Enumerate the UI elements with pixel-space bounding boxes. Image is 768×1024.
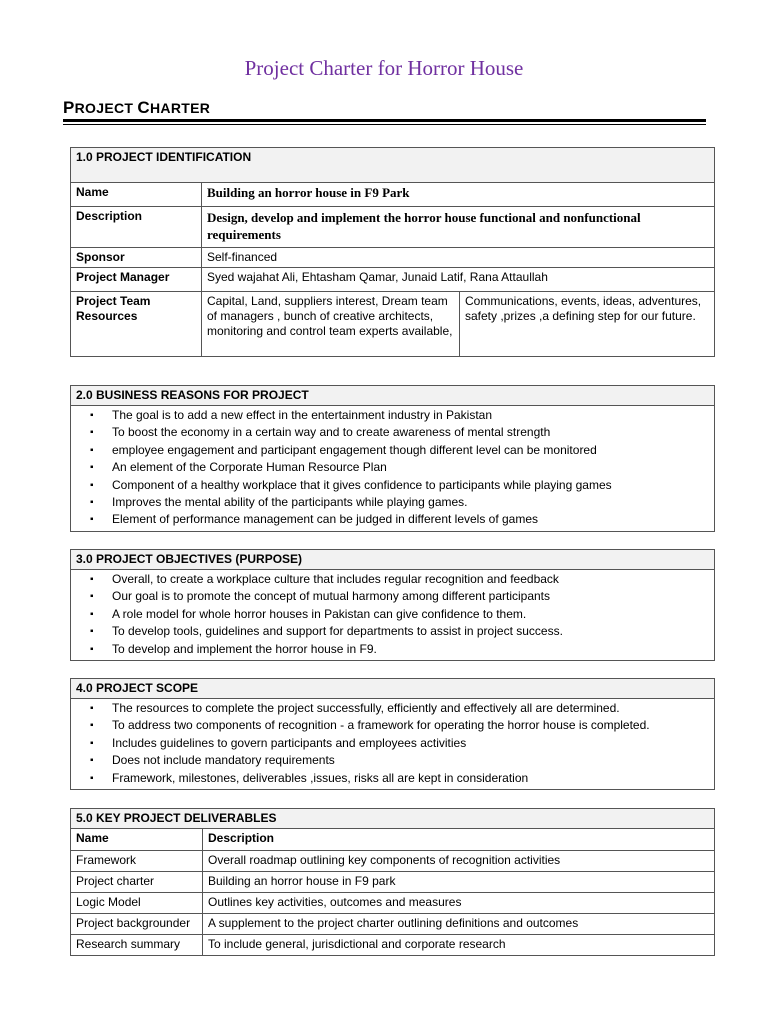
column-header-description: Description [203,829,715,851]
business-reasons-table [70,385,715,532]
list-item: ▪ The resources to complete the project successfully, efficiently and effectively all are determined. [112,700,709,717]
business-header: 2.0 BUSINESS REASONS FOR PROJECT [71,386,715,406]
sponsor-value: Self-financed [202,248,715,268]
table-row [71,893,715,914]
business-list [76,407,709,529]
list-item: ▪ To address two components of recognition - a framework for operating the horror house is completed. [112,717,709,734]
deliverable-name: Research summary [71,935,203,956]
scope-table [70,678,715,790]
list-item: ▪ Improves the mental ability of the participants while playing games. [112,494,709,511]
identification-header: 1.0 PROJECT IDENTIFICATION [71,148,715,183]
list-item: ▪ To boost the economy in a certain way and to create awareness of mental strength [112,424,709,441]
name-label: Name [71,183,202,207]
manager-value: Syed wajahat Ali, Ehtasham Qamar, Junaid Latif, Rana Attaullah [202,268,715,292]
list-item: ▪ Includes guidelines to govern participants and employees activities [112,735,709,752]
team-label: Project Team Resources [71,292,202,357]
sponsor-label: Sponsor [71,248,202,268]
table-row [71,914,715,935]
deliverable-name: Project charter [71,872,203,893]
scope-header: 4.0 PROJECT SCOPE [71,679,715,699]
list-item: ▪ Does not include mandatory requirements [112,752,709,769]
document-title: Project Charter for Horror House [244,56,524,80]
deliverable-description: Overall roadmap outlining key components of recognition activities [203,851,715,872]
heading-rule-thin [63,124,706,125]
identification-table [70,147,715,357]
name-value: Building an horror house in F9 Park [202,183,715,207]
column-header-name: Name [71,829,203,851]
heading-rule [63,119,706,122]
list-item: ▪ Component of a healthy workplace that it gives confidence to participants while playing games [112,477,709,494]
heading-word: HARTER [150,100,211,116]
deliverable-name: Logic Model [71,893,203,914]
table-row [71,872,715,893]
list-item: ▪ An element of the Corporate Human Resource Plan [112,459,709,476]
list-item: ▪ Element of performance management can be judged in different levels of games [112,511,709,528]
heading-word: ROJECT [74,100,138,116]
list-item: ▪ Framework, milestones, deliverables ,issues, risks all are kept in consideration [112,770,709,787]
heading-initial: C [137,98,150,117]
deliverable-name: Framework [71,851,203,872]
deliverable-description: A supplement to the project charter outlining definitions and outcomes [203,914,715,935]
list-item: ▪ To develop and implement the horror house in F9. [112,641,709,658]
deliverable-description: To include general, jurisdictional and corporate research [203,935,715,956]
table-row [71,935,715,956]
team-value-resources: Capital, Land, suppliers interest, Dream team of managers , bunch of creative architects, monitoring and control team experts available, [202,292,460,357]
list-item: ▪ A role model for whole horror houses in Pakistan can give confidence to them. [112,606,709,623]
deliverables-header: 5.0 KEY PROJECT DELIVERABLES [71,809,715,829]
list-item: ▪ The goal is to add a new effect in the entertainment industry in Pakistan [112,407,709,424]
scope-list [76,700,709,787]
team-value-activities: Communications, events, ideas, adventures, safety ,prizes ,a defining step for our future. [460,292,715,357]
deliverable-description: Building an horror house in F9 park [203,872,715,893]
list-item: ▪ Our goal is to promote the concept of mutual harmony among different participants [112,588,709,605]
section-heading [63,98,210,118]
description-label: Description [71,207,202,248]
heading-initial: P [63,98,75,117]
list-item: ▪ Overall, to create a workplace culture that includes regular recognition and feedback [112,571,709,588]
table-row [71,851,715,872]
objectives-header: 3.0 PROJECT OBJECTIVES (PURPOSE) [71,550,715,570]
manager-label: Project Manager [71,268,202,292]
deliverable-description: Outlines key activities, outcomes and measures [203,893,715,914]
deliverables-table [70,808,715,956]
list-item: ▪ To develop tools, guidelines and support for departments to assist in project success. [112,623,709,640]
description-value: Design, develop and implement the horror house functional and nonfunctional requirements [202,207,715,248]
objectives-list [76,571,709,658]
list-item: ▪ employee engagement and participant engagement though different level can be monitored [112,442,709,459]
objectives-table [70,549,715,661]
deliverable-name: Project backgrounder [71,914,203,935]
